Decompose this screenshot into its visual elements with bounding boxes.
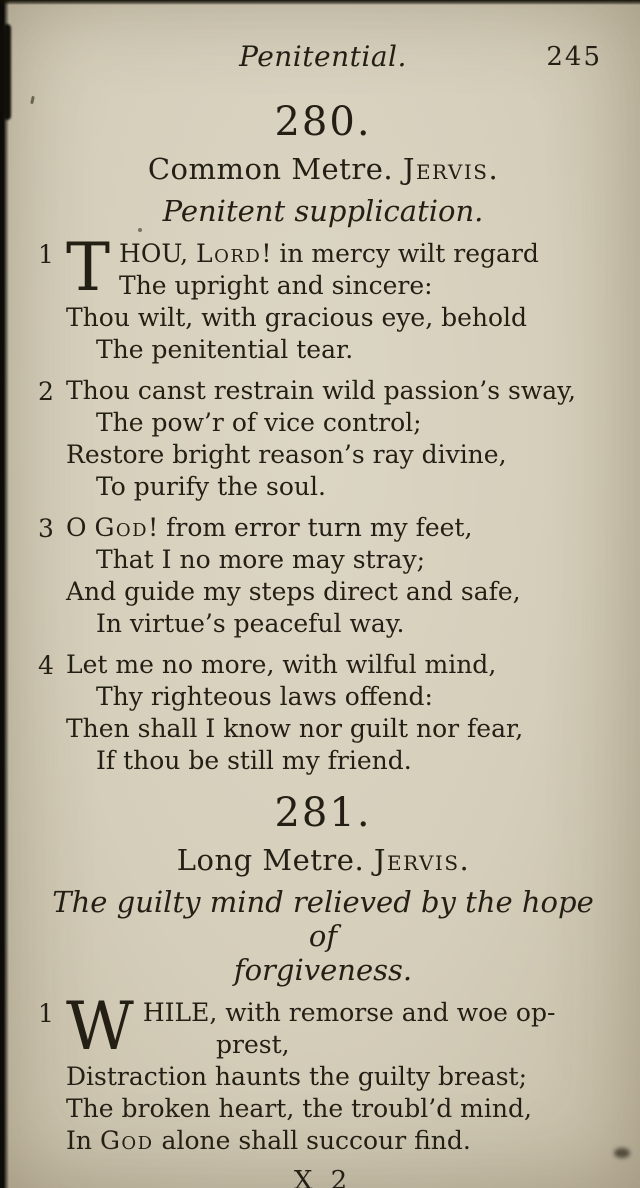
small-caps-word: God [94, 513, 149, 542]
verse-line: Thy righteous laws offend: [96, 682, 433, 711]
stanza [40, 375, 606, 503]
verse-line: Restore bright reason’s ray divine, [66, 440, 507, 469]
scan-edge-top [0, 0, 640, 5]
metre-tune-line: Long Metre. Jervis. [176, 843, 470, 877]
running-head [40, 40, 606, 76]
page-number: 245 [546, 42, 602, 72]
verse-line: In virtue’s peaceful way. [96, 609, 405, 638]
small-caps-word: Jervis [402, 152, 489, 186]
verse-number: 4 [38, 651, 54, 680]
verse-line: Then shall I know nor guilt nor fear, [66, 714, 524, 743]
verse-body [66, 649, 606, 777]
verse-line: And guide my steps direct and safe, [66, 577, 521, 606]
verse-line: HILE, with remorse and woe op- [142, 998, 556, 1027]
scan-blot-top-left [3, 24, 11, 120]
verse-body [66, 512, 606, 640]
verse-number: 1 [38, 240, 54, 269]
verse-number: 1 [38, 999, 54, 1028]
hymn-verses [38, 988, 606, 1157]
verse-line: The upright and sincere: [119, 271, 433, 300]
verse-body [66, 988, 606, 1157]
verse-line: Thou wilt, with gracious eye, behold [66, 303, 528, 332]
hymn-number: 280. [274, 99, 372, 145]
drop-cap: W [66, 988, 134, 1065]
verse-line: That I no more may stray; [96, 545, 426, 574]
stanza [38, 988, 606, 1157]
verse-line: The penitential tear. [96, 335, 354, 364]
signature-mark: X 2 [293, 1166, 353, 1188]
subtitle-line: forgiveness. [233, 953, 413, 987]
small-caps-word: Lord [196, 239, 262, 268]
verse-line: The pow’r of vice control; [96, 408, 422, 437]
verse-line: prest, [216, 1030, 290, 1059]
small-caps-word: Jervis [373, 843, 460, 877]
verse-line: HOU, Lord! in mercy wilt regard [119, 239, 539, 268]
scan-speck [30, 96, 35, 104]
hymn-280 [40, 98, 606, 777]
verse-body [66, 229, 606, 366]
hymn-verses [38, 229, 606, 777]
verse-line: In God alone shall succour find. [66, 1126, 471, 1155]
verse-line: O God! from error turn my feet, [66, 513, 473, 542]
metre-tune-line: Common Metre. Jervis. [147, 152, 499, 186]
scan-blot-bottom-right [614, 1148, 630, 1158]
drop-cap: T [66, 229, 111, 306]
stanza [38, 229, 606, 366]
subtitle-line: Penitent supplication. [162, 194, 484, 228]
scan-edge-left [0, 0, 9, 1188]
verse-line: Distraction haunts the guilty breast; [66, 1062, 527, 1091]
verse-number: 3 [38, 514, 54, 543]
subtitle-line: The guilty mind relieved by the hope of [52, 885, 594, 953]
hymn-number: 281. [274, 790, 372, 836]
verse-body [66, 375, 606, 503]
running-title: Penitential. [239, 40, 407, 73]
small-caps-word: God [99, 1126, 154, 1155]
verse-line: If thou be still my friend. [96, 746, 412, 775]
verse-line: The broken heart, the troubl’d mind, [66, 1094, 532, 1123]
verse-line: Thou canst restrain wild passion’s sway, [66, 376, 576, 405]
stanza [40, 512, 606, 640]
signature-line [40, 1166, 606, 1188]
hymn-281 [40, 789, 606, 1157]
scan-speck [138, 228, 142, 232]
verse-line: Let me no more, with wilful mind, [66, 650, 497, 679]
hymn-subtitle [40, 885, 606, 987]
verse-number: 2 [38, 377, 54, 406]
hymn-subtitle [40, 194, 606, 228]
verse-line: To purify the soul. [96, 472, 326, 501]
stanza [40, 649, 606, 777]
